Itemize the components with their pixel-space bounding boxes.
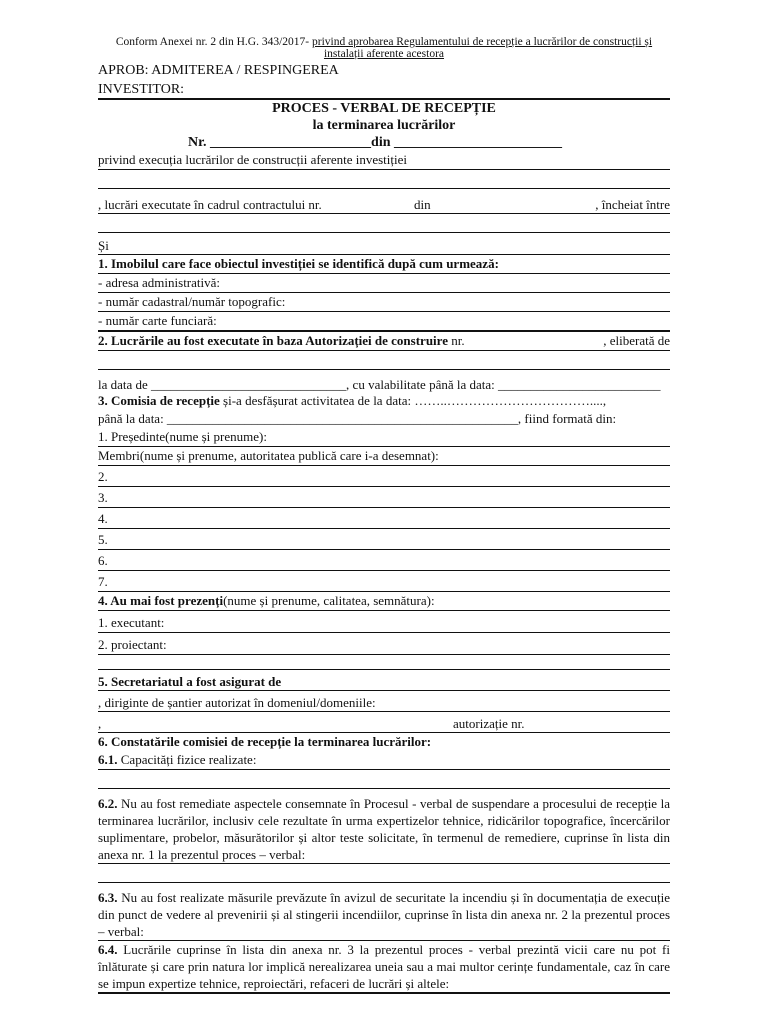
contract-line (98, 189, 670, 214)
section4-item: 1. executant: (98, 611, 670, 633)
section3-rest: și-a desfășurat activitatea de la data: ……..……………………………...., (219, 393, 607, 408)
member-row: 5. (98, 529, 670, 550)
si-line: Și (98, 233, 670, 255)
member-row: 3. (98, 487, 670, 508)
section3-members: Membri(nume și prenume, autoritatea publică care i-a desemnat): (98, 447, 670, 466)
legal-reference (98, 0, 670, 60)
section6-4 (98, 941, 670, 994)
section3-president: 1. Președinte(nume și prenume): (98, 428, 670, 447)
section3-until: până la data: ______________________________________________________, fiind formată din: (98, 411, 617, 426)
section6-3-num: 6.3. (98, 890, 118, 905)
section2-title: 2. Lucrările au fost executate în baza Autorizației de construire (98, 333, 448, 348)
intro-line: privind execuția lucrărilor de construcții aferente investiției (98, 151, 670, 170)
member-row: 6. (98, 550, 670, 571)
blank-line (98, 770, 670, 789)
member-row: 7. (98, 571, 670, 592)
section6-4-num: 6.4. (98, 942, 118, 957)
contract-din: din (414, 197, 431, 212)
blank-line (98, 864, 670, 883)
blank-line (98, 655, 670, 670)
reference-link-text: privind aprobarea Regulamentului de recepție a lucrărilor de construcții și instalații aferente acestora (312, 36, 653, 60)
section2-heading (98, 332, 670, 351)
section3-heading (98, 392, 670, 410)
reference-text: Conform Anexei nr. 2 din H.G. 343/2017- (115, 36, 310, 48)
section6-1-num: 6.1. (98, 752, 118, 767)
section5-comma: , (98, 716, 102, 731)
section1-heading: 1. Imobilul care face obiectul investiției se identifică după cum urmează: (98, 255, 670, 274)
member-row: 4. (98, 508, 670, 529)
section2-date-line: la data de ______________________________, cu valabilitate până la data: _________________________ (98, 377, 661, 392)
section6-1 (98, 751, 670, 770)
section6-3 (98, 889, 670, 941)
doc-subtitle: la terminarea lucrărilor (312, 118, 456, 133)
section5-line2 (98, 712, 670, 733)
approval-line: APROB: ADMITEREA / RESPINGEREA (98, 63, 339, 78)
section5-authorization: autorizație nr. (453, 716, 525, 731)
investor-line: INVESTITOR: (98, 82, 670, 100)
section5-line: , diriginte de șantier autorizat în domeniul/domeniile: (98, 691, 670, 712)
section6-2-num: 6.2. (98, 796, 118, 811)
section1-item: - adresa administrativă: (98, 274, 670, 293)
doc-number-line: Nr. _______________________din ________________________ (188, 135, 563, 150)
section6-2-text: Nu au fost remediate aspectele consemnate în Procesul - verbal de suspendare a procesului de recepție la terminarea lucrărilor, inclusiv cele rezultate în urma expertizelor tehnice, ridicărilor topografice, încercărilor suplimentare, probelor, măsurătorilor și altor teste solicitate, în termenul de remediere, cuprinse în lista din anexa nr. 1 la prezentul proces – verbal: (98, 796, 670, 862)
section3-title: 3. Comisia de recepție (98, 393, 220, 408)
section6-3-text: Nu au fost realizate măsurile prevăzute în avizul de securitate la incendiu și în documentația de execuție din punct de vedere al prevenirii și al stingerii incendiilor, cuprinse în lista din anexa nr. 2 la prezentul proces – verbal: (98, 890, 670, 939)
section6-heading: 6. Constatările comisiei de recepție la terminarea lucrărilor: (98, 734, 432, 749)
section6-4-text: Lucrările cuprinse în lista din anexa nr. 3 la prezentul proces - verbal prezintă vicii care nu pot fi înlăturate și care prin natura lor implică nerealizarea uneia sau a mai multor cerințe fundamentale, caz în care se impun expertize tehnice, reproiectări, refaceri de lucrări și altele: (98, 942, 670, 991)
section4-title: 4. Au mai fost prezenți (98, 593, 224, 608)
section1-item: - număr cadastral/număr topografic: (98, 293, 670, 312)
section2-nr: nr. (447, 333, 465, 348)
blank-line (98, 170, 670, 189)
section2-suffix: , eliberată de (603, 333, 670, 348)
section6-2 (98, 795, 670, 864)
section6-1-text: Capacități fizice realizate: (117, 752, 257, 767)
member-row: 2. (98, 466, 670, 487)
section4-rest: (nume și prenume, calitatea, semnătura): (223, 593, 435, 608)
contract-prefix: , lucrări executate în cadrul contractului nr. (98, 197, 322, 212)
section4-item: 2. proiectant: (98, 633, 670, 655)
document-page (98, 0, 670, 994)
blank-line (98, 351, 670, 370)
section5-heading: 5. Secretariatul a fost asigurat de (98, 670, 670, 691)
section4-heading (98, 592, 670, 611)
contract-suffix: , încheiat între (595, 197, 670, 212)
section1-item: - număr carte funciară: (98, 312, 670, 332)
doc-title: PROCES - VERBAL DE RECEPȚIE (272, 101, 496, 116)
blank-line (98, 214, 670, 233)
